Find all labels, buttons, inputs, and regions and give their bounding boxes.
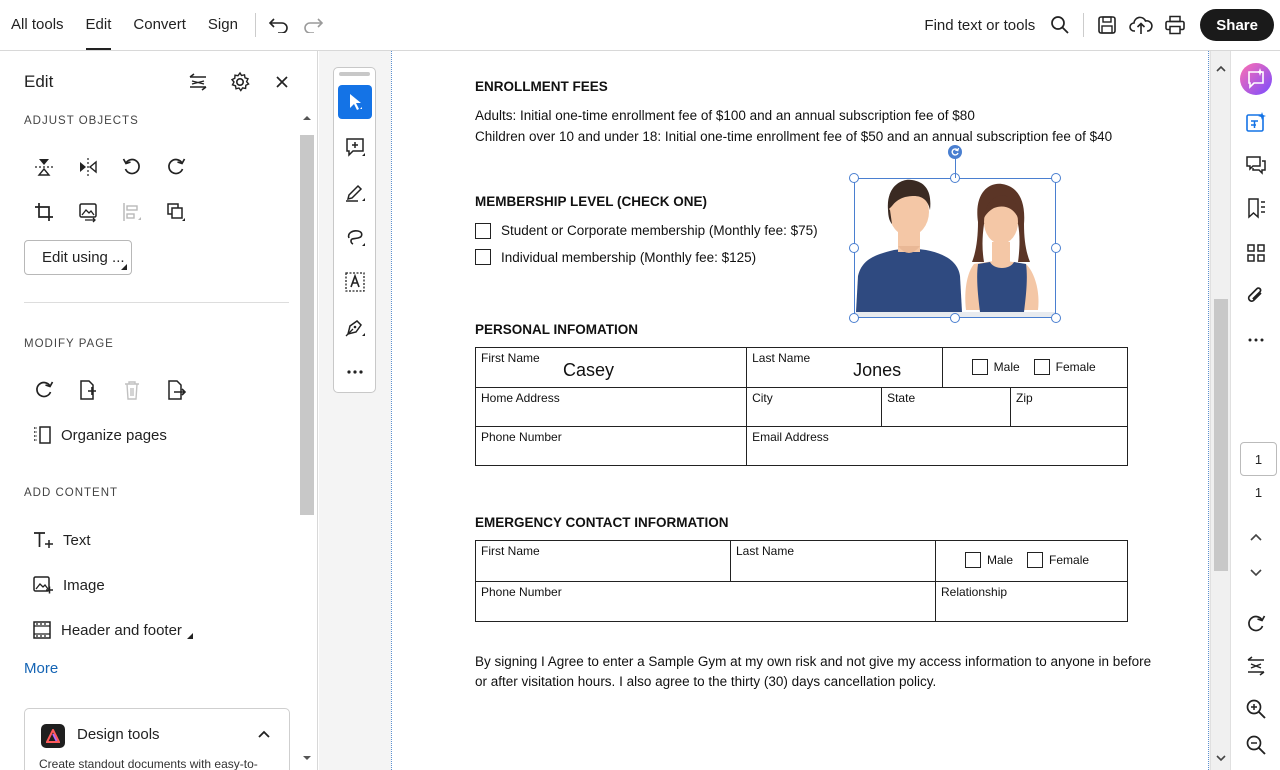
gender-cell: [942, 348, 1127, 388]
text-box-icon: [344, 271, 366, 293]
resize-handle-nw[interactable]: [849, 173, 859, 183]
first-name-cell[interactable]: [476, 348, 747, 388]
emergency-heading[interactable]: EMERGENCY CONTACT INFORMATION: [475, 515, 729, 530]
enrollment-line-1[interactable]: Adults: Initial one-time enrollment fee of $100 and an annual subscription fee of $80: [475, 108, 975, 123]
fit-page-icon[interactable]: [1239, 649, 1273, 683]
last-name-cell[interactable]: [747, 348, 943, 388]
top-toolbar: [0, 0, 1280, 51]
flip-horizontal-icon[interactable]: [70, 149, 106, 185]
share-button[interactable]: Share: [1200, 9, 1274, 41]
ai-assistant-icon[interactable]: [1239, 62, 1273, 96]
divider: [255, 13, 256, 37]
highlighter-icon: [344, 181, 366, 203]
more-link[interactable]: More: [24, 660, 59, 677]
membership-student-checkbox[interactable]: [475, 223, 491, 239]
agreement-line-1[interactable]: By signing I Agree to enter a Sample Gym at my own risk and not give my access information to anyone in before: [475, 654, 1152, 669]
panel-title: Edit: [24, 72, 54, 91]
city-cell[interactable]: [747, 388, 882, 427]
edit-using-label: Edit using ...: [42, 249, 125, 266]
top-right-tools: [924, 0, 1280, 50]
toolbar-grip[interactable]: [339, 72, 370, 76]
dropdown-corner-icon: [187, 633, 193, 639]
image-selection-box[interactable]: [854, 178, 1056, 318]
previous-page-icon[interactable]: [1239, 520, 1273, 554]
relationship-cell[interactable]: [936, 582, 1128, 622]
modify-page-row: [26, 372, 194, 408]
male-checkbox[interactable]: [972, 359, 988, 375]
pdf-page[interactable]: [391, 51, 1209, 770]
cloud-upload-icon[interactable]: [1124, 8, 1158, 42]
first-name-label: First Name: [481, 351, 540, 365]
align-icon[interactable]: [114, 194, 150, 230]
print-icon[interactable]: [1158, 8, 1192, 42]
rotate-handle[interactable]: [948, 145, 962, 159]
comment-add-icon: [344, 136, 366, 158]
save-icon[interactable]: [1090, 8, 1124, 42]
redo-icon[interactable]: [296, 8, 330, 42]
resize-handle-s[interactable]: [950, 313, 960, 323]
adjust-objects-label: ADJUST OBJECTS: [24, 115, 139, 127]
state-cell[interactable]: [882, 388, 1011, 427]
add-image-icon: [32, 575, 54, 595]
current-page-input[interactable]: 1: [1240, 442, 1277, 476]
quick-tools-toolbar: [333, 67, 376, 393]
more-options-icon[interactable]: [1239, 323, 1273, 357]
emergency-female-checkbox[interactable]: [1027, 552, 1043, 568]
design-tools-description: Create standout documents with easy-to-: [39, 757, 258, 770]
rotate-left-icon[interactable]: [114, 149, 150, 185]
emergency-first-name-label: First Name: [481, 544, 540, 558]
insert-page-icon[interactable]: [70, 372, 106, 408]
comments-icon[interactable]: [1239, 148, 1273, 182]
resize-handle-se[interactable]: [1051, 313, 1061, 323]
swap-edit-icon[interactable]: [181, 67, 215, 97]
organize-pages-item[interactable]: [32, 425, 167, 445]
chevron-up-icon[interactable]: [257, 726, 271, 744]
select-tool[interactable]: [338, 85, 372, 119]
lasso-icon: [344, 226, 366, 248]
undo-icon[interactable]: [262, 8, 296, 42]
personal-info-heading[interactable]: PERSONAL INFOMATION: [475, 322, 639, 337]
home-address-cell[interactable]: [476, 388, 747, 427]
panel-header-icons: [181, 67, 299, 97]
modify-page-label: MODIFY PAGE: [24, 338, 114, 350]
zip-cell[interactable]: [1011, 388, 1128, 427]
header-footer-label: Header and footer: [61, 621, 182, 639]
last-name-label: Last Name: [752, 351, 811, 365]
city-label: City: [752, 391, 773, 405]
flip-vertical-icon[interactable]: [26, 149, 62, 185]
resize-handle-e[interactable]: [1051, 243, 1061, 253]
arrange-icon[interactable]: [158, 194, 194, 230]
adjust-objects-row-2: [26, 194, 194, 230]
first-name-value[interactable]: Casey: [563, 360, 615, 380]
chevron-up-icon[interactable]: [1215, 65, 1227, 73]
email-cell[interactable]: [747, 427, 1128, 466]
right-rail: [1230, 51, 1280, 770]
scroll-down-icon[interactable]: [302, 755, 312, 761]
edit-using-button[interactable]: [24, 240, 132, 275]
panel-scrollbar[interactable]: [298, 109, 316, 769]
gear-icon[interactable]: [223, 67, 257, 97]
last-name-value[interactable]: Jones: [853, 360, 902, 380]
email-label: Email Address: [752, 430, 829, 444]
emergency-gender-options: [941, 544, 1122, 568]
highlight-tool[interactable]: [338, 175, 372, 209]
add-text-label: Text: [63, 531, 91, 549]
membership-individual-label[interactable]: Individual membership (Monthly fee: $125): [501, 250, 757, 265]
resize-handle-sw[interactable]: [849, 313, 859, 323]
scrollbar-thumb[interactable]: [1214, 299, 1228, 571]
agreement-line-2[interactable]: or after visitation hours. I also agree to the thirty (30) days cancellation policy.: [475, 674, 937, 689]
next-page-icon[interactable]: [1239, 556, 1273, 590]
organize-pages-label: Organize pages: [61, 426, 167, 444]
thumbnails-icon[interactable]: [1239, 236, 1273, 270]
home-address-label: Home Address: [481, 391, 560, 405]
emergency-contact-table: [475, 540, 1128, 622]
female-label: Female: [1055, 360, 1096, 374]
header-footer-icon: [32, 620, 52, 640]
enrollment-heading[interactable]: ENROLLMENT FEES: [475, 79, 608, 94]
add-text-icon: [32, 530, 54, 550]
draw-tool[interactable]: [338, 220, 372, 254]
search-icon[interactable]: [1043, 8, 1077, 42]
gender-options: [948, 351, 1122, 375]
nav-sign[interactable]: Sign: [207, 16, 238, 33]
scrollbar-thumb[interactable]: [300, 135, 314, 515]
zip-label: Zip: [1016, 391, 1033, 405]
phone-label: Phone Number: [481, 430, 562, 444]
add-text-item[interactable]: [32, 530, 91, 550]
text-box-tool[interactable]: [338, 265, 372, 299]
edit-panel: [0, 51, 318, 770]
sign-tool[interactable]: [338, 310, 372, 344]
edit-pdf-icon[interactable]: [1239, 105, 1273, 139]
total-pages: 1: [1254, 485, 1263, 500]
section-divider: [24, 302, 289, 303]
add-content-label: ADD CONTENT: [24, 487, 119, 499]
state-label: State: [887, 391, 916, 405]
document-scrollbar[interactable]: [1210, 51, 1230, 770]
adobe-express-icon: [41, 724, 65, 748]
emergency-male-checkbox[interactable]: [965, 552, 981, 568]
find-text-label[interactable]: Find text or tools: [924, 16, 1036, 34]
more-horizontal-icon: [346, 369, 364, 375]
attachments-icon[interactable]: [1239, 279, 1273, 313]
emergency-gender-cell: [936, 541, 1128, 582]
membership-individual-checkbox[interactable]: [475, 249, 491, 265]
organize-pages-icon: [32, 425, 52, 445]
delete-page-icon[interactable]: [114, 372, 150, 408]
rotate-view-icon[interactable]: [1239, 607, 1273, 641]
design-tools-title: Design tools: [77, 726, 160, 743]
extract-page-icon[interactable]: [158, 372, 194, 408]
relationship-label: Relationship: [941, 585, 1008, 599]
membership-student-label[interactable]: Student or Corporate membership (Monthly fee: $75): [501, 223, 818, 238]
resize-handle-w[interactable]: [849, 243, 859, 253]
adjust-objects-row-1: [26, 149, 194, 185]
rotate-page-icon[interactable]: [26, 372, 62, 408]
zoom-in-icon[interactable]: [1239, 692, 1273, 726]
header-footer-item[interactable]: [32, 620, 193, 640]
pen-nib-icon: [344, 316, 366, 338]
emergency-first-name-cell[interactable]: [476, 541, 731, 582]
emergency-female-label: Female: [1049, 553, 1090, 567]
more-tools[interactable]: [338, 355, 372, 389]
enrollment-line-2[interactable]: Children over 10 and under 18: Initial one-time enrollment fee of $50 and an annual subscription fee of $40: [475, 129, 1113, 144]
scroll-up-icon[interactable]: [302, 115, 312, 121]
nav-edit[interactable]: Edit: [75, 0, 123, 50]
rotate-right-icon[interactable]: [158, 149, 194, 185]
personal-info-table: [475, 347, 1128, 466]
emergency-last-name-label: Last Name: [736, 544, 795, 558]
design-tools-card[interactable]: [24, 708, 290, 770]
cursor-icon: [346, 92, 364, 112]
zoom-out-icon[interactable]: [1239, 728, 1273, 762]
chevron-down-icon[interactable]: [1215, 754, 1227, 762]
emergency-phone-cell[interactable]: [476, 582, 936, 622]
membership-heading[interactable]: MEMBERSHIP LEVEL (CHECK ONE): [475, 194, 708, 209]
add-image-item[interactable]: [32, 575, 105, 595]
emergency-phone-label: Phone Number: [481, 585, 562, 599]
nav-convert[interactable]: Convert: [133, 16, 186, 33]
document-viewport: [319, 51, 1230, 770]
female-checkbox[interactable]: [1034, 359, 1050, 375]
nav-all-tools[interactable]: All tools: [11, 16, 64, 33]
crop-icon[interactable]: [26, 194, 62, 230]
resize-handle-ne[interactable]: [1051, 173, 1061, 183]
divider: [1083, 13, 1084, 37]
emergency-male-label: Male: [987, 553, 1014, 567]
add-comment-tool[interactable]: [338, 130, 372, 164]
replace-image-icon[interactable]: [70, 194, 106, 230]
phone-cell[interactable]: [476, 427, 747, 466]
rotate-handle-stem: [955, 158, 956, 178]
close-icon[interactable]: [265, 67, 299, 97]
top-nav: [0, 0, 330, 50]
emergency-last-name-cell[interactable]: [731, 541, 936, 582]
dropdown-corner-icon: [121, 264, 127, 270]
rotate-handle-icon: [950, 147, 960, 157]
add-image-label: Image: [63, 576, 105, 594]
male-label: Male: [993, 360, 1020, 374]
bookmarks-icon[interactable]: [1239, 191, 1273, 225]
